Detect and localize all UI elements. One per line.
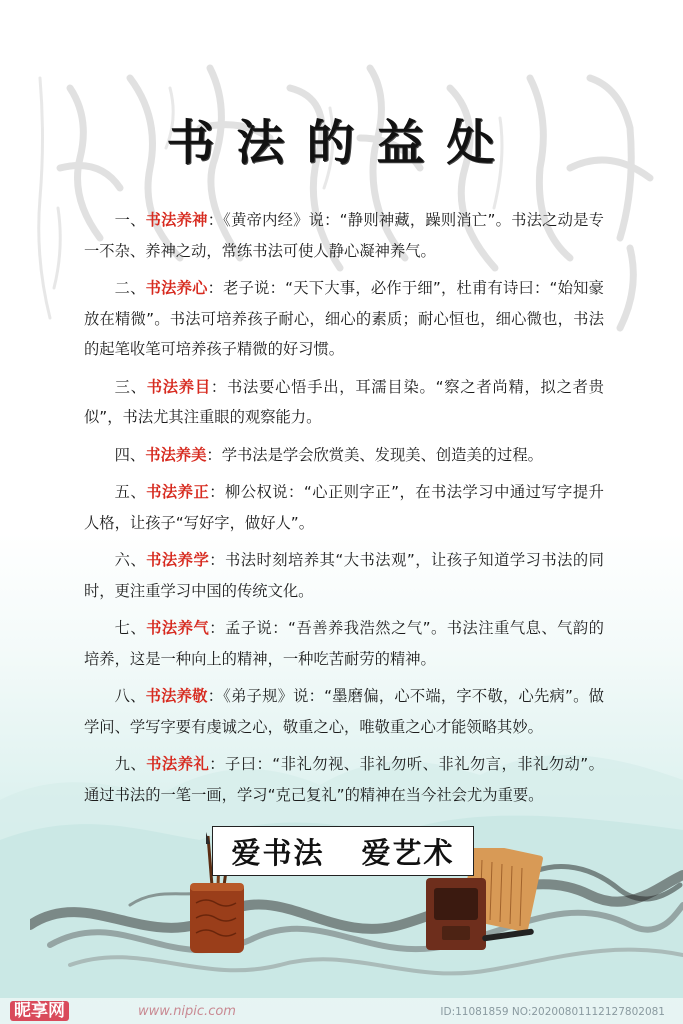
item-keyword: 书法养美	[145, 445, 207, 464]
item-keyword: 书法养礼	[146, 755, 210, 773]
item-text: ：子曰：“非礼勿视、非礼勿听、非礼勿言，非礼勿动”。通过书法的一笔一画，学习“克己复礼”的精神在当今社会尤为重要。	[84, 755, 604, 804]
page-title: 书法的益处	[166, 115, 517, 171]
list-item	[84, 205, 604, 266]
item-keyword: 书法养学	[146, 551, 210, 569]
item-number: 一、	[114, 211, 146, 229]
list-item	[84, 749, 604, 810]
list-item	[84, 440, 604, 471]
item-text: ：柳公权说：“心正则字正”，在书法学习中通过写字提升人格，让孩子“写好字，做好人”。	[84, 483, 604, 532]
list-item	[84, 681, 604, 742]
list-item	[84, 545, 604, 606]
item-text: ：书法时刻培养其“大书法观”，让孩子知道学习书法的同时，更注重学习中国的传统文化。	[84, 551, 604, 600]
item-keyword: 书法养正	[146, 483, 210, 501]
item-number: 八、	[114, 687, 146, 705]
item-keyword: 书法养心	[145, 279, 208, 297]
slogan-banner	[212, 826, 474, 876]
item-number: 三、	[114, 377, 147, 396]
list-item	[84, 477, 604, 538]
list-item	[84, 273, 604, 365]
slogan-left: 爱书法	[231, 835, 325, 870]
item-number: 六、	[114, 551, 147, 569]
list-item	[84, 372, 604, 433]
item-keyword: 书法养神	[145, 211, 208, 229]
item-number: 四、	[114, 445, 146, 464]
watermark-logo-badge: 昵享网	[10, 1001, 69, 1021]
benefits-list	[84, 205, 604, 817]
watermark-url: www.nipic.com	[138, 1004, 236, 1019]
item-text: ：孟子说：“吾善养我浩然之气”。书法注重气息、气韵的培养，这是一种向上的精神，一种吃苦耐劳的精神。	[84, 619, 604, 668]
item-keyword: 书法养气	[146, 619, 210, 637]
item-number: 二、	[114, 279, 146, 297]
slogan-right: 爱艺术	[361, 835, 455, 870]
item-number: 九、	[114, 755, 147, 773]
item-text: ：书法要心悟手出，耳濡目染。“察之者尚精，拟之者贵似”，书法尤其注重眼的观察能力。	[84, 377, 604, 426]
watermark-id: ID:11081859 NO:20200801112127802081	[440, 1006, 665, 1018]
item-number: 五、	[114, 483, 147, 501]
watermark-logo	[10, 996, 73, 1021]
item-keyword: 书法养敬	[145, 687, 208, 705]
item-text: ：《黄帝内经》说：“静则神藏，躁则消亡”。书法之动是专一不杂、养神之动，常练书法可使人静心凝神养气。	[84, 211, 604, 260]
list-item	[84, 613, 604, 674]
watermark-footer	[0, 998, 683, 1024]
item-text: ：学书法是学会欣赏美、发现美、创造美的过程。	[206, 445, 543, 464]
item-keyword: 书法养目	[146, 377, 211, 396]
item-text: ：《弟子规》说：“墨磨偏，心不端，字不敬，心先病”。做学问、学写字要有虔诚之心，敬重之心，唯敬重之心才能领略其妙。	[84, 687, 604, 736]
item-number: 七、	[114, 619, 147, 637]
item-text: ：老子说：“天下大事，必作于细”，杜甫有诗曰：“始知豪放在精微”。书法可培养孩子耐心，细心的素质；耐心恒也，细心微也，书法的起笔收笔可培养孩子精微的好习惯。	[84, 279, 604, 358]
